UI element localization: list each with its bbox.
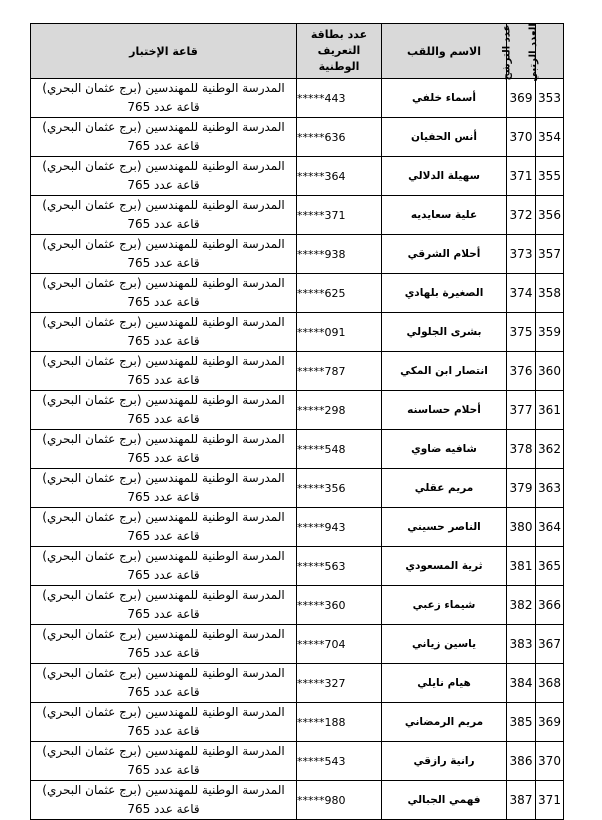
header-serial-label: العدد الرتبي	[528, 22, 540, 82]
table-row	[31, 352, 564, 391]
exam-hall-cell	[31, 547, 297, 586]
exam-hall-school: المدرسة الوطنية للمهندسين (برج عثمان البحري)	[42, 627, 285, 641]
serial-cell: 353	[536, 79, 564, 118]
national-id-cell: *****371	[297, 196, 382, 235]
exam-hall-room: قاعة عدد 765	[127, 568, 200, 582]
exam-hall-cell	[31, 235, 297, 274]
serial-cell: 367	[536, 625, 564, 664]
exam-hall-school: المدرسة الوطنية للمهندسين (برج عثمان البحري)	[42, 666, 285, 680]
exam-hall-cell	[31, 196, 297, 235]
name-cell: بشرى الجلولي	[382, 313, 507, 352]
national-id-cell: *****443	[297, 79, 382, 118]
exam-hall-school: المدرسة الوطنية للمهندسين (برج عثمان البحري)	[42, 276, 285, 290]
exam-hall-cell	[31, 352, 297, 391]
table-row	[31, 196, 564, 235]
exam-hall-cell	[31, 157, 297, 196]
exam-hall-school: المدرسة الوطنية للمهندسين (برج عثمان البحري)	[42, 549, 285, 563]
national-id-cell: *****943	[297, 508, 382, 547]
header-id-line1: عدد بطاقة	[310, 28, 368, 41]
table-row	[31, 508, 564, 547]
serial-cell: 364	[536, 508, 564, 547]
candidate-table	[30, 23, 564, 820]
table-row	[31, 742, 564, 781]
national-id-cell: *****563	[297, 547, 382, 586]
exam-hall-school: المدرسة الوطنية للمهندسين (برج عثمان البحري)	[42, 354, 285, 368]
national-id-cell: *****543	[297, 742, 382, 781]
candidate-number-cell: 386	[507, 742, 536, 781]
candidate-number-cell: 369	[507, 79, 536, 118]
candidate-number-cell: 384	[507, 664, 536, 703]
exam-hall-cell	[31, 79, 297, 118]
national-id-cell: *****938	[297, 235, 382, 274]
exam-hall-room: قاعة عدد 765	[127, 529, 200, 543]
table-row	[31, 703, 564, 742]
serial-cell: 363	[536, 469, 564, 508]
exam-hall-room: قاعة عدد 765	[127, 685, 200, 699]
serial-cell: 362	[536, 430, 564, 469]
header-row	[31, 24, 564, 79]
national-id-cell: *****980	[297, 781, 382, 820]
header-candidate-label: عدد الترشح	[501, 24, 513, 80]
table-row	[31, 664, 564, 703]
exam-hall-cell	[31, 664, 297, 703]
candidate-number-cell: 379	[507, 469, 536, 508]
exam-hall-cell	[31, 625, 297, 664]
exam-hall-cell	[31, 703, 297, 742]
header-serial	[528, 22, 564, 82]
exam-hall-room: قاعة عدد 765	[127, 802, 200, 816]
table-row	[31, 547, 564, 586]
exam-hall-room: قاعة عدد 765	[127, 763, 200, 777]
table-row	[31, 391, 564, 430]
exam-hall-school: المدرسة الوطنية للمهندسين (برج عثمان البحري)	[42, 120, 285, 134]
candidate-number-cell: 387	[507, 781, 536, 820]
header-id-line2: التعريف الوطنية	[317, 44, 361, 73]
name-cell: أنس الحفيان	[382, 118, 507, 157]
name-cell: هيام نايلي	[382, 664, 507, 703]
serial-cell: 354	[536, 118, 564, 157]
exam-hall-cell	[31, 586, 297, 625]
name-cell: الناصر حسيني	[382, 508, 507, 547]
national-id-cell: *****364	[297, 157, 382, 196]
candidate-number-cell: 373	[507, 235, 536, 274]
exam-hall-cell	[31, 742, 297, 781]
serial-cell: 368	[536, 664, 564, 703]
table-row	[31, 157, 564, 196]
exam-hall-room: قاعة عدد 765	[127, 178, 200, 192]
exam-hall-room: قاعة عدد 765	[127, 256, 200, 270]
header-name: الاسم واللقب	[382, 24, 507, 79]
exam-hall-cell	[31, 313, 297, 352]
table-row	[31, 235, 564, 274]
exam-hall-school: المدرسة الوطنية للمهندسين (برج عثمان البحري)	[42, 705, 285, 719]
candidate-number-cell: 383	[507, 625, 536, 664]
exam-hall-room: قاعة عدد 765	[127, 334, 200, 348]
exam-hall-school: المدرسة الوطنية للمهندسين (برج عثمان البحري)	[42, 198, 285, 212]
exam-hall-cell	[31, 274, 297, 313]
header-id	[297, 24, 382, 79]
exam-hall-room: قاعة عدد 765	[127, 217, 200, 231]
name-cell: ياسين زياني	[382, 625, 507, 664]
name-cell: أحلام حساسنه	[382, 391, 507, 430]
national-id-cell: *****704	[297, 625, 382, 664]
candidate-number-cell: 374	[507, 274, 536, 313]
exam-hall-school: المدرسة الوطنية للمهندسين (برج عثمان البحري)	[42, 393, 285, 407]
candidate-number-cell: 385	[507, 703, 536, 742]
serial-cell: 357	[536, 235, 564, 274]
exam-hall-school: المدرسة الوطنية للمهندسين (برج عثمان البحري)	[42, 159, 285, 173]
table-row	[31, 79, 564, 118]
national-id-cell: *****548	[297, 430, 382, 469]
candidate-number-cell: 381	[507, 547, 536, 586]
serial-cell: 355	[536, 157, 564, 196]
national-id-cell: *****360	[297, 586, 382, 625]
exam-hall-school: المدرسة الوطنية للمهندسين (برج عثمان البحري)	[42, 744, 285, 758]
name-cell: ثرية المسعودي	[382, 547, 507, 586]
table-header	[31, 22, 564, 82]
table-row	[31, 430, 564, 469]
serial-cell: 358	[536, 274, 564, 313]
exam-hall-cell	[31, 391, 297, 430]
table-row	[31, 274, 564, 313]
name-cell: مريم الرمضاني	[382, 703, 507, 742]
candidate-number-cell: 375	[507, 313, 536, 352]
national-id-cell: *****091	[297, 313, 382, 352]
table-body	[31, 79, 564, 820]
exam-hall-cell	[31, 430, 297, 469]
candidate-number-cell: 377	[507, 391, 536, 430]
exam-hall-cell	[31, 118, 297, 157]
exam-hall-room: قاعة عدد 765	[127, 490, 200, 504]
national-id-cell: *****356	[297, 469, 382, 508]
name-cell: فهمي الجبالي	[382, 781, 507, 820]
candidate-number-cell: 372	[507, 196, 536, 235]
exam-hall-cell	[31, 469, 297, 508]
candidate-number-cell: 370	[507, 118, 536, 157]
exam-hall-room: قاعة عدد 765	[127, 139, 200, 153]
name-cell: رانية رازقي	[382, 742, 507, 781]
exam-hall-room: قاعة عدد 765	[127, 607, 200, 621]
name-cell: الصغيرة بلهادي	[382, 274, 507, 313]
candidate-number-cell: 378	[507, 430, 536, 469]
candidate-number-cell: 371	[507, 157, 536, 196]
serial-cell: 371	[536, 781, 564, 820]
header-hall: قاعة الإختبار	[31, 24, 297, 79]
serial-cell: 370	[536, 742, 564, 781]
name-cell: أسماء خلفي	[382, 79, 507, 118]
name-cell: سهيلة الدلالي	[382, 157, 507, 196]
exam-hall-school: المدرسة الوطنية للمهندسين (برج عثمان البحري)	[42, 237, 285, 251]
candidate-number-cell: 380	[507, 508, 536, 547]
exam-hall-cell	[31, 508, 297, 547]
candidate-number-cell: 376	[507, 352, 536, 391]
exam-hall-room: قاعة عدد 765	[127, 451, 200, 465]
table-row	[31, 625, 564, 664]
name-cell: انتصار ابن المكي	[382, 352, 507, 391]
serial-cell: 369	[536, 703, 564, 742]
exam-hall-cell	[31, 781, 297, 820]
exam-hall-school: المدرسة الوطنية للمهندسين (برج عثمان البحري)	[42, 315, 285, 329]
table-row	[31, 469, 564, 508]
serial-cell: 356	[536, 196, 564, 235]
name-cell: شافيه ضاوي	[382, 430, 507, 469]
name-cell: شيماء زعبي	[382, 586, 507, 625]
candidate-number-cell: 382	[507, 586, 536, 625]
name-cell: مريم عقلي	[382, 469, 507, 508]
exam-hall-school: المدرسة الوطنية للمهندسين (برج عثمان البحري)	[42, 471, 285, 485]
serial-cell: 361	[536, 391, 564, 430]
national-id-cell: *****787	[297, 352, 382, 391]
exam-hall-room: قاعة عدد 765	[127, 100, 200, 114]
table-row	[31, 118, 564, 157]
serial-cell: 359	[536, 313, 564, 352]
exam-hall-school: المدرسة الوطنية للمهندسين (برج عثمان البحري)	[42, 588, 285, 602]
name-cell: علية سعايديه	[382, 196, 507, 235]
national-id-cell: *****625	[297, 274, 382, 313]
national-id-cell: *****327	[297, 664, 382, 703]
exam-hall-room: قاعة عدد 765	[127, 295, 200, 309]
national-id-cell: *****188	[297, 703, 382, 742]
national-id-cell: *****298	[297, 391, 382, 430]
exam-hall-school: المدرسة الوطنية للمهندسين (برج عثمان البحري)	[42, 432, 285, 446]
exam-hall-room: قاعة عدد 765	[127, 373, 200, 387]
exam-hall-school: المدرسة الوطنية للمهندسين (برج عثمان البحري)	[42, 81, 285, 95]
table-row	[31, 781, 564, 820]
exam-hall-room: قاعة عدد 765	[127, 412, 200, 426]
national-id-cell: *****636	[297, 118, 382, 157]
serial-cell: 365	[536, 547, 564, 586]
exam-hall-room: قاعة عدد 765	[127, 646, 200, 660]
exam-hall-school: المدرسة الوطنية للمهندسين (برج عثمان البحري)	[42, 783, 285, 797]
table-row	[31, 586, 564, 625]
serial-cell: 360	[536, 352, 564, 391]
exam-hall-room: قاعة عدد 765	[127, 724, 200, 738]
name-cell: أحلام الشرقي	[382, 235, 507, 274]
table-row	[31, 313, 564, 352]
exam-hall-school: المدرسة الوطنية للمهندسين (برج عثمان البحري)	[42, 510, 285, 524]
serial-cell: 366	[536, 586, 564, 625]
